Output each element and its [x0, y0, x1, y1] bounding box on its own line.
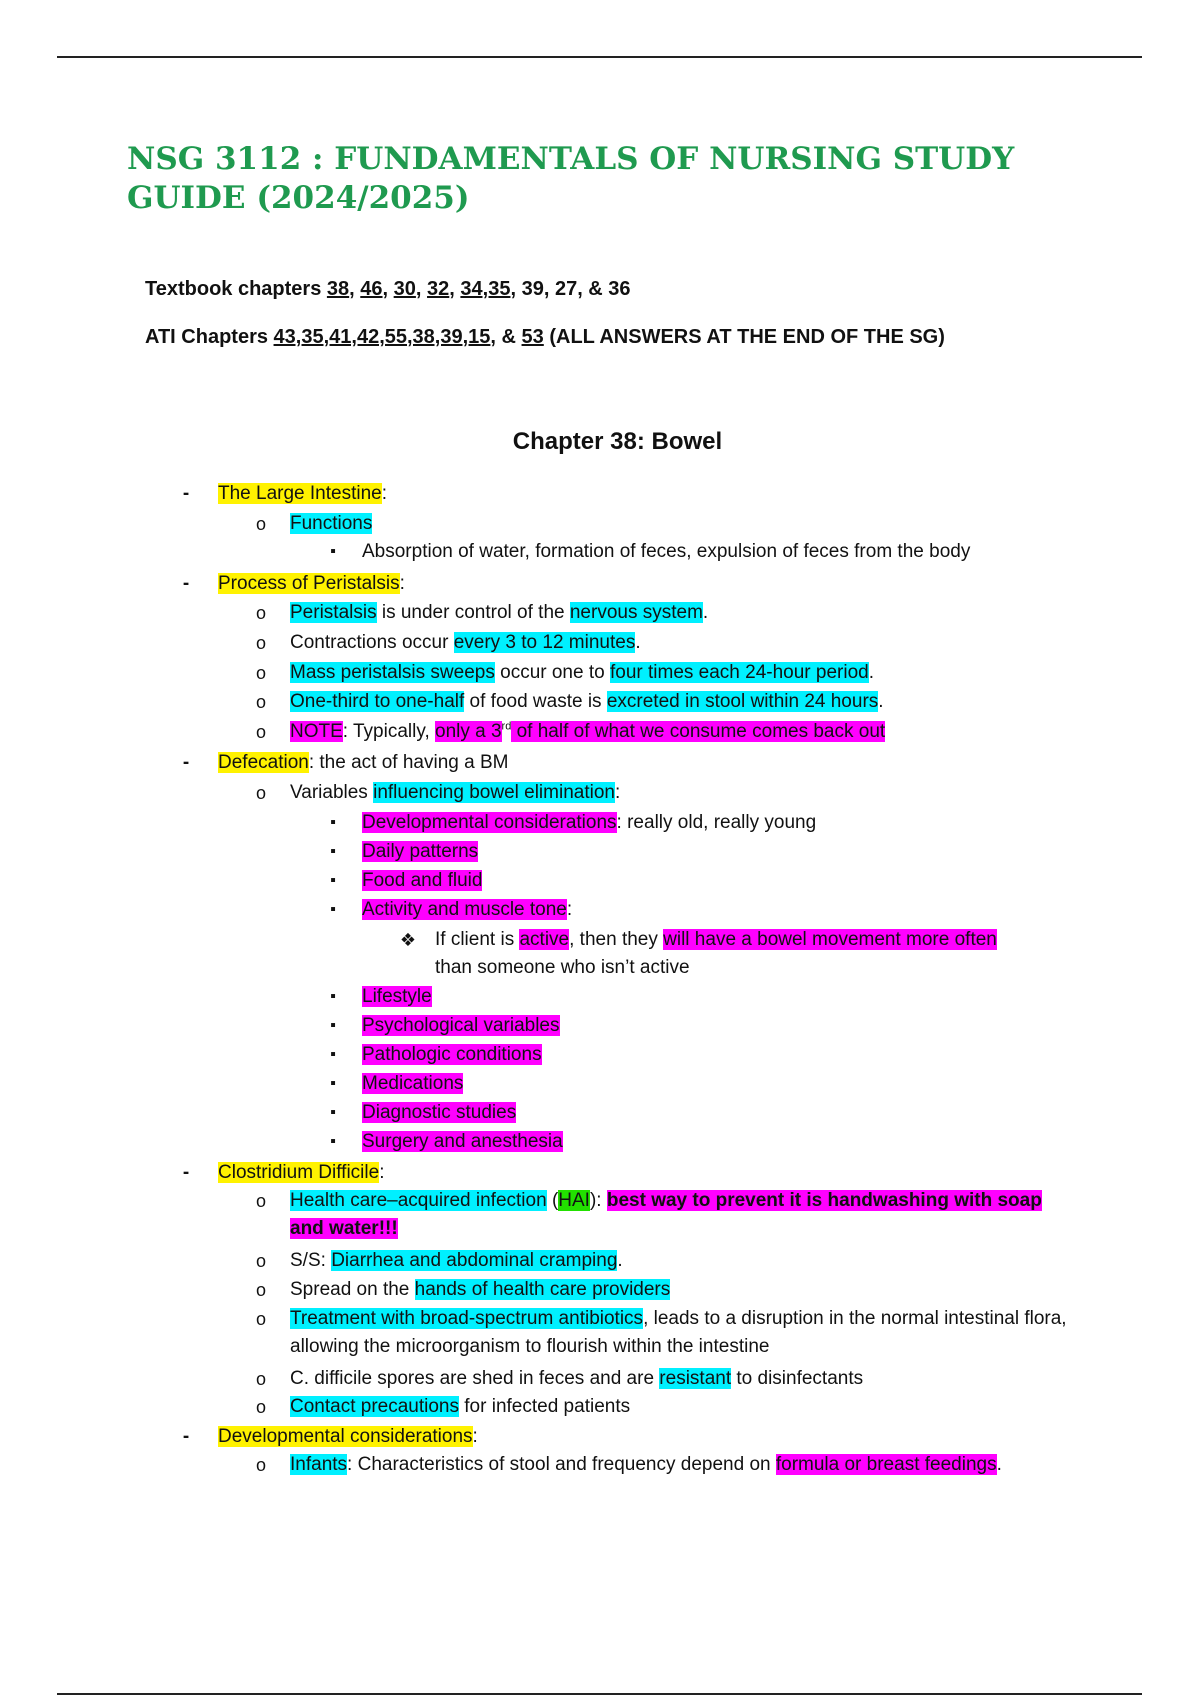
circle-bullet: o: [255, 1191, 266, 1211]
outline-item: o Variables influencing bowel elimination:: [0, 779, 1200, 809]
textbook-ch32: 32: [427, 278, 450, 300]
outline-item: ▪ Absorption of water, formation of feces, expulsion of feces from the body: [0, 538, 1200, 570]
outline-item: ▪ Diagnostic studies: [0, 1099, 1200, 1128]
outline-item: ▪ Psychological variables: [0, 1012, 1200, 1041]
square-bullet: ▪: [330, 843, 336, 860]
dash-bullet: -: [182, 573, 190, 594]
circle-bullet: o: [255, 1309, 266, 1329]
square-bullet: ▪: [330, 814, 336, 831]
outline-item: o Contractions occur every 3 to 12 minutes.: [0, 629, 1200, 659]
square-bullet: ▪: [330, 1133, 336, 1150]
circle-bullet: o: [255, 1397, 266, 1417]
square-bullet: ▪: [330, 988, 336, 1005]
outline-item: - Developmental considerations:: [0, 1423, 1200, 1451]
textbook-prefix: Textbook chapters: [145, 278, 327, 300]
ati-chapters-line: ATI Chapters 43,35,41,42,55,38,39,15, & 53 (ALL ANSWERS AT THE END OF THE SG): [145, 326, 945, 348]
outline-item: o Infants: Characteristics of stool and frequency depend on formula or breast feedings.: [0, 1451, 1200, 1481]
top-rule: [57, 56, 1142, 58]
square-bullet: ▪: [330, 1104, 336, 1121]
outline-item: o Treatment with broad-spectrum antibiotics, leads to a disruption in the normal intestinal flora, allowing the microorganism to flourish within the intestine: [0, 1305, 1090, 1365]
outline-item: ❖ If client is active, then they will have a bowel movement more often: [0, 926, 1200, 954]
textbook-ch30: 30: [393, 278, 416, 300]
outline-item: ▪ Daily patterns: [0, 838, 1200, 867]
outline-item: o Mass peristalsis sweeps occur one to four times each 24-hour period.: [0, 659, 1200, 688]
outline-item: o NOTE: Typically, only a 3rd of half of what we consume comes back out: [0, 718, 1200, 749]
square-bullet: ▪: [330, 1017, 336, 1034]
circle-bullet: o: [255, 633, 266, 653]
outline-item: o Contact precautions for infected patients: [0, 1393, 1200, 1423]
circle-bullet: o: [255, 1369, 266, 1389]
dash-bullet: -: [182, 483, 190, 504]
circle-bullet: o: [255, 1280, 266, 1300]
outline-item: o Peristalsis is under control of the nervous system.: [0, 599, 1200, 629]
outline-item: ▪ Medications: [0, 1070, 1200, 1099]
outline-item: - Clostridium Difficile:: [0, 1159, 1200, 1187]
chapter-outline: [0, 480, 1200, 1481]
square-bullet: ▪: [330, 1046, 336, 1063]
ati-ch53: 53: [521, 326, 544, 348]
square-bullet: ▪: [330, 543, 336, 560]
outline-item: o C. difficile spores are shed in feces and are resistant to disinfectants: [0, 1365, 1200, 1393]
circle-bullet: o: [255, 663, 266, 683]
textbook-ch46: 46: [360, 278, 383, 300]
outline-item: o S/S: Diarrhea and abdominal cramping.: [0, 1247, 1200, 1276]
circle-bullet: o: [255, 692, 266, 712]
outline-item: o One-third to one-half of food waste is excreted in stool within 24 hours.: [0, 688, 1200, 718]
outline-item: ▪ Surgery and anesthesia: [0, 1128, 1200, 1159]
diamond-bullet: ❖: [399, 930, 417, 950]
textbook-ch34-35: 34,35: [460, 278, 511, 300]
outline-item: - Defecation: the act of having a BM: [0, 749, 1200, 779]
dash-bullet: -: [182, 1426, 190, 1447]
outline-item: ▪ Pathologic conditions: [0, 1041, 1200, 1070]
chapter-heading: Chapter 38: Bowel: [512, 428, 723, 455]
document-title: NSG 3112 : FUNDAMENTALS OF NURSING STUDY GUIDE (2024/2025): [127, 141, 1015, 216]
textbook-ch38: 38: [326, 278, 350, 300]
outline-item: ▪ Activity and muscle tone:: [0, 896, 1200, 926]
outline-item: - Process of Peristalsis:: [0, 570, 1200, 599]
bottom-rule: [57, 1693, 1142, 1695]
circle-bullet: o: [255, 722, 266, 742]
square-bullet: ▪: [330, 1075, 336, 1092]
outline-item-continuation: than someone who isn’t active: [435, 957, 690, 978]
dash-bullet: -: [182, 1162, 190, 1183]
square-bullet: ▪: [330, 872, 336, 889]
circle-bullet: o: [255, 783, 266, 803]
textbook-rest: , 39, 27, & 36: [510, 278, 631, 300]
square-bullet: ▪: [330, 901, 336, 918]
dash-bullet: -: [182, 752, 190, 773]
circle-bullet: o: [255, 514, 266, 534]
textbook-chapters-line: Textbook chapters 38, 46, 30, 32, 34,35, 39, 27, & 36: [145, 278, 631, 300]
outline-item: o Spread on the hands of health care providers: [0, 1276, 1200, 1305]
ati-prefix: ATI Chapters: [145, 326, 274, 348]
circle-bullet: o: [255, 1455, 266, 1475]
outline-item: o Health care–acquired infection (HAI): best way to prevent it is handwashing with soap and water!!!: [0, 1187, 1080, 1247]
outline-item: - The Large Intestine:: [0, 480, 1200, 510]
circle-bullet: o: [255, 603, 266, 623]
ati-note: (ALL ANSWERS AT THE END OF THE SG): [543, 326, 945, 348]
outline-item: ▪ Developmental considerations: really old, really young: [0, 809, 1200, 838]
outline-item: ▪ Food and fluid: [0, 867, 1200, 896]
outline-item: ▪ Lifestyle: [0, 983, 1200, 1012]
outline-item: o Functions: [0, 510, 1200, 538]
circle-bullet: o: [255, 1251, 266, 1271]
ati-chapters: 43,35,41,42,55,38,39,15: [273, 326, 491, 348]
